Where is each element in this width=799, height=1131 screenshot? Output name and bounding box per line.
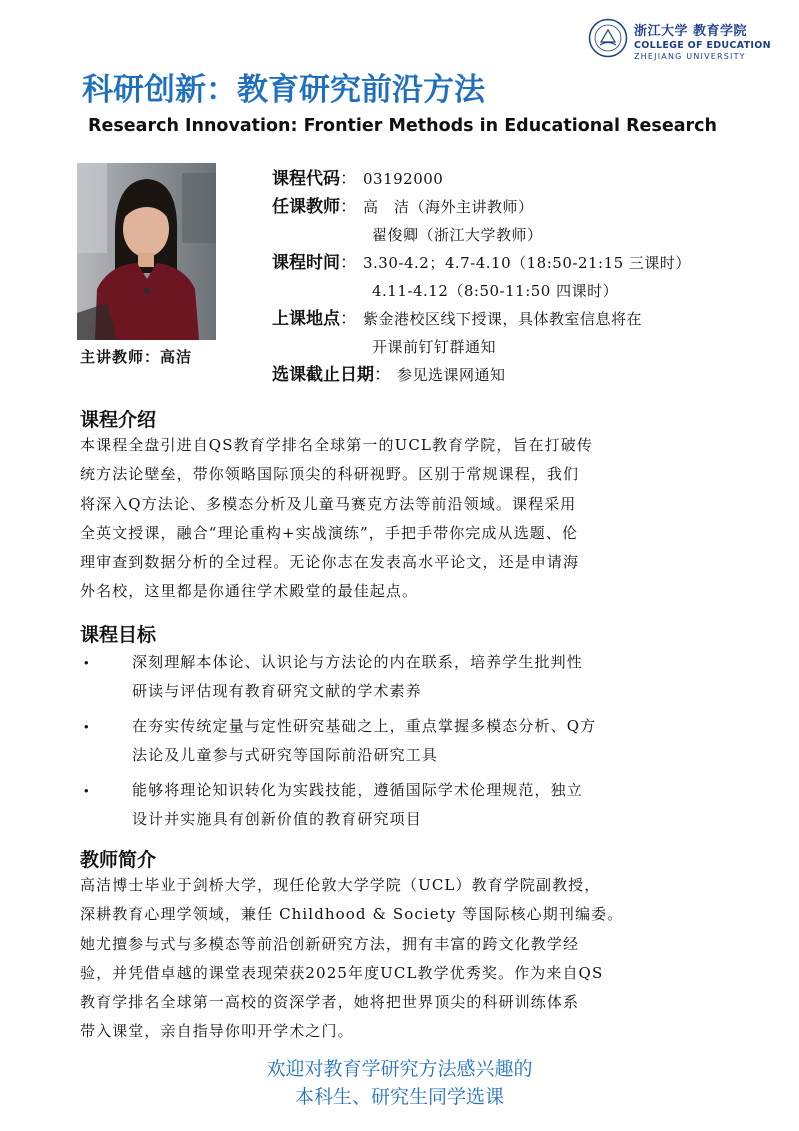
- intro-line: 外名校，这里都是你通往学术殿堂的最佳起点。: [80, 582, 419, 601]
- time-value-2: 4.11-4.12（8:50-11:50 四课时）: [372, 282, 619, 300]
- colon: ：: [340, 309, 357, 329]
- footer-invitation: [0, 1055, 799, 1111]
- goals-heading: 课程目标: [80, 624, 157, 646]
- colon: ：: [340, 253, 357, 273]
- goal-line: 深刻理解本体论、认识论与方法论的内在联系，培养学生批判性: [132, 653, 583, 671]
- goals-list: [80, 648, 730, 840]
- footer-line-1: 欢迎对教育学研究方法感兴趣的: [266, 1058, 533, 1080]
- goal-item: [80, 648, 730, 706]
- logo-university-en: ZHEJIANG UNIVERSITY: [634, 52, 746, 61]
- time-value-1: 3.30-4.2；4.7-4.10（18:50-21:15 三课时）: [363, 254, 691, 272]
- time-row: [272, 249, 772, 277]
- colon: ：: [340, 169, 357, 189]
- bullet: •: [84, 719, 90, 734]
- teacher-photo: [77, 163, 216, 340]
- goal-line: 能够将理论知识转化为实践技能，遵循国际学术伦理规范，独立: [132, 781, 583, 799]
- intro-paragraph: [80, 431, 720, 607]
- deadline-label: 选课截止日期: [272, 365, 374, 385]
- time-label: 课程时间: [272, 253, 340, 273]
- teacher-row: [272, 193, 772, 221]
- bio-heading: 教师简介: [80, 849, 157, 871]
- place-value-2: 开课前钉钉群通知: [372, 338, 497, 356]
- teacher-value-2: 翟俊卿（浙江大学教师）: [372, 226, 543, 244]
- goal-line: 法论及儿童参与式研究等国际前沿研究工具: [132, 746, 438, 764]
- teacher-portrait-image: [77, 163, 216, 340]
- course-code-row: [272, 165, 772, 193]
- intro-line: 统方法论壁垒，带你领略国际顶尖的科研视野。区别于常规课程，我们: [80, 465, 580, 484]
- intro-heading: 课程介绍: [80, 409, 157, 431]
- goal-line: 研读与评估现有教育研究文献的学术素养: [132, 682, 422, 700]
- page-title-cn: 科研创新：教育研究前沿方法: [82, 72, 485, 108]
- intro-line: 将深入Q方法论、多模态分析及儿童马赛克方法等前沿领域。课程采用: [80, 494, 577, 513]
- teacher-label: 任课教师: [272, 197, 340, 217]
- photo-caption: 主讲教师：高洁: [80, 348, 193, 366]
- course-info: [272, 165, 772, 389]
- goal-item: [80, 776, 730, 834]
- intro-line: 本课程全盘引进自QS教育学排名全球第一的UCL教育学院，旨在打破传: [80, 436, 593, 454]
- bio-line: 教育学排名全球第一高校的资深学者，她将把世界顶尖的科研训练体系: [80, 993, 580, 1012]
- course-code-value: 03192000: [363, 170, 444, 188]
- bio-line: 带入课堂，亲自指导你叩开学术之门。: [80, 1022, 354, 1041]
- bullet: •: [84, 783, 90, 798]
- goal-line: 设计并实施具有创新价值的教育研究项目: [132, 810, 422, 828]
- place-row: [272, 305, 772, 333]
- zju-seal-icon: [588, 18, 628, 58]
- college-logo: [588, 16, 778, 64]
- page-title-en: Research Innovation: Frontier Methods in Educational Research: [88, 116, 717, 136]
- place-value-1: 紫金港校区线下授课，具体教室信息将在: [363, 310, 643, 328]
- teacher-row-2: [272, 221, 772, 249]
- deadline-value: 参见选课网通知: [397, 366, 506, 384]
- bio-paragraph: [80, 871, 720, 1047]
- intro-line: 理审查到数据分析的全过程。无论你志在发表高水平论文，还是申请海: [80, 553, 580, 572]
- footer-line-2: 本科生、研究生同学选课: [294, 1086, 504, 1108]
- deadline-row: [272, 361, 772, 389]
- bio-line: 高洁博士毕业于剑桥大学，现任伦敦大学学院（UCL）教育学院副教授，: [80, 876, 601, 894]
- bio-line: 深耕教育心理学领域，兼任 Childhood & Society 等国际核心期刊编委。: [80, 905, 624, 924]
- intro-line: 全英文授课，融合“理论重构+实战演练”，手把手带你完成从选题、伦: [80, 523, 579, 542]
- colon: ：: [374, 365, 391, 385]
- goal-line: 在夯实传统定量与定性研究基础之上，重点掌握多模态分析、Q方: [132, 717, 597, 735]
- bio-line: 她尤擅参与式与多模态等前沿创新研究方法，拥有丰富的跨文化教学经: [80, 934, 580, 953]
- logo-college-en: COLLEGE OF EDUCATION: [634, 40, 771, 51]
- bio-line: 验，并凭借卓越的课堂表现荣获2025年度UCL教学优秀奖。作为来自QS: [80, 963, 604, 982]
- time-row-2: [272, 277, 772, 305]
- goal-item: [80, 712, 730, 770]
- bullet: •: [84, 655, 90, 670]
- course-code-label: 课程代码: [272, 169, 340, 189]
- place-label: 上课地点: [272, 309, 340, 329]
- colon: ：: [340, 197, 357, 217]
- logo-name-cn: 浙江大学 教育学院: [634, 24, 748, 39]
- place-row-2: [272, 333, 772, 361]
- teacher-value-1: 高 洁（海外主讲教师）: [363, 198, 534, 216]
